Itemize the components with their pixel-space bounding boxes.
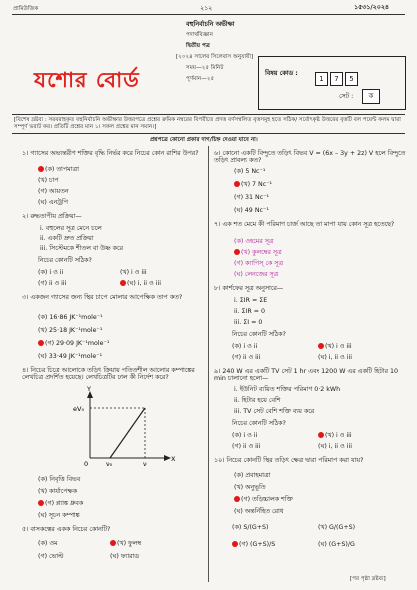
q8-item-2: ii. ΣIR = 0 (234, 308, 265, 315)
q11-option-d: (ঘ) (G+S)/G (318, 541, 355, 548)
q9-item-2: ii. হিটার হয়ে বেশি (234, 397, 281, 404)
q8-option-b: (খ) i ও iii (318, 343, 352, 350)
q2-prompt: নিচের কোনটি সঠিক? (38, 257, 92, 264)
question-7: ৭। এক শত মেমে কী পরিমাণ চার্জ আছে তা মাপা যায় কোন সূত্র হতেছে? (214, 221, 395, 228)
time-limit: সময়—২৫ মিনিট (186, 65, 224, 71)
q4-option-a: (ক) নিবৃত্তি বিভব (38, 476, 81, 483)
q2-option-c: (গ) ii ও iii (38, 280, 67, 287)
graph-frequency-label: ν (143, 460, 147, 468)
graph-y-label: Y (87, 386, 91, 393)
q1-option-a: (ক) তাপমাত্রা (38, 166, 79, 173)
q5-option-c: (গ) ভোল্ট (38, 553, 64, 560)
q2-item-1: i. বহুলের সূত্র মেনে চলে (40, 225, 102, 232)
q4-graph (60, 386, 180, 468)
q10-option-a: (ক) প্রবাহমাত্রা (234, 472, 271, 479)
instruction: [বিশেষ দ্রষ্টব্য : সরবরাহকৃত বহুনির্বাচনি অভীক্ষার উত্তরপত্রে প্রশ্নের ক্রমিক নম্বরের বিপরীতে প্রদত্ত বর্ণসম্বলিত বৃত্তসমূহ হতে সঠিক/ সর্বোৎকৃষ্ট উত্তরের বৃত্তটি বল পয়েন্ট কলম দ্বারা সম্পূর্ণ ভরাট কর। প্রতিটি প্রশ্নের মান ১। সকল প্রশ্নের মান সমান।] (14, 117, 401, 130)
question-6: ৬। কোনো একটি বিন্দুতে তড়িৎ বিভব V = (6x – 3y + 2z) V হলে বিন্দুতে তড়িৎ প্রাবল্য কত? (214, 150, 406, 164)
board-title: যশোর বোর্ড (34, 68, 140, 92)
subject-code-digit: 5 (345, 72, 358, 86)
set-label: সেট : (339, 93, 354, 100)
subject-code-digits (315, 66, 360, 86)
q5-option-a: (ক) ওম (38, 540, 58, 547)
q9-item-1: i. ইউনিট ব্যয়িত শক্তির পরিমাণ 0·2 kWh (234, 386, 341, 393)
q8-item-3: iii. ΣI = 0 (234, 319, 263, 326)
graph-x-label: X (171, 455, 176, 463)
q2-option-b: (খ) i ও iii (120, 269, 147, 276)
q5-option-b: (খ) ফুলম্ব (110, 540, 141, 547)
q7-option-a: (ক) ওহমের সূত্র (234, 238, 274, 245)
q9-item-3: iii. TV সেট বেশি শক্তি ব্যয় করে (234, 408, 315, 415)
q10-option-c: (গ) তড়িচ্চালক শক্তি (234, 496, 293, 503)
graph-y-axis-label: eV₀ (73, 405, 85, 413)
q1-option-c: (গ) আয়তন (38, 188, 69, 195)
q10-option-b: (খ) অনুভূতি (234, 484, 266, 491)
q2-option-d: (ঘ) i, ii ও iii (120, 280, 161, 287)
graph-threshold-label: ν₀ (106, 460, 113, 468)
subject-name: পদার্থবিজ্ঞান (186, 32, 214, 38)
q8-item-1: i. ΣIR = ΣE (234, 297, 268, 304)
subject-code-label: বিষয় কোড : (265, 70, 298, 77)
q11-option-a: (ক) S/(G+S) (232, 524, 269, 531)
q4-option-b: (খ) কার্যাপেক্ষক (38, 488, 78, 495)
q9-option-b: (খ) i ও iii (318, 432, 352, 439)
full-marks: পূর্ণমান—২৫ (186, 76, 215, 82)
question-8: ৮। কার্শফের সূত্র অনুসারে— (214, 285, 284, 292)
q1-option-b: (খ) চাপ (38, 177, 59, 184)
set-value: ক (362, 89, 380, 104)
no-mark-note: প্রশ্নপত্রে কোনো প্রকার দাগ/চিহ্ন দেওয়া যাবে না। (150, 137, 258, 143)
header-left-label: প্রামিউজিক (13, 6, 39, 12)
exam-type: বহুনির্বাচনি অভীক্ষা (186, 21, 235, 28)
paper-name: দ্বিতীয় পত্র (186, 43, 210, 49)
question-2: ২। রুদ্ধতাপীয় প্রক্রিয়া— (22, 213, 82, 220)
next-page-note: [পর পৃষ্ঠা দ্রষ্টব্য] (350, 576, 386, 582)
graph-origin: 0 (84, 460, 89, 468)
q9-option-a: (ক) i ও ii (232, 432, 258, 439)
q7-option-b: (খ) কুলম্বের সূত্র (234, 249, 282, 256)
question-3: ৩। একজন গ্যাসের জন্য স্থির চাপে মোলার আপেক্ষিক তাপ কত? (22, 294, 183, 301)
q10-option-d: (ঘ) অন্তর্নিহিত রোধ (234, 508, 284, 515)
q7-option-c: (গ) ক্যাপিস্ কে সূত্র (234, 260, 284, 267)
q1-option-d: (ঘ) এনট্রপি (38, 199, 68, 206)
q7-option-d: (ঘ) লেনজের সূত্র (234, 271, 279, 278)
question-5: ৫। বাসকত্বের একক নিচের কোনটি? (22, 526, 111, 533)
q8-prompt: নিচের কোনটি সঠিক? (232, 331, 286, 338)
subject-code-digit: 1 (315, 72, 328, 86)
q5-option-d: (ঘ) ফ্যারাড (110, 553, 139, 560)
q11-option-b: (খ) G/(G+S) (318, 524, 356, 531)
q2-option-a: (ক) i ও ii (38, 269, 64, 276)
q3-option-d: (ঘ) 33·49 JK⁻¹mole⁻¹ (38, 353, 103, 360)
q8-option-a: (ক) i ও ii (232, 343, 258, 350)
q6-option-c: (গ) 31 Nc⁻¹ (234, 194, 270, 201)
q11-option-c: (গ) (G+S)/S (232, 541, 275, 548)
q2-item-3: iii. সিস্টেমকে শীতল বা উষ্ণ করে (40, 245, 123, 252)
q8-option-d: (ঘ) i, ii ও iii (318, 354, 352, 361)
q6-option-d: (ঘ) 49 Nc⁻¹ (234, 207, 269, 214)
question-9: ৯। 240 W এর একটি TV সেট 1 hr এবং 1200 W এর একটি হিটার 10 min চালানো হলো— (214, 368, 398, 382)
q6-option-b: (খ) 7 Nc⁻¹ (234, 181, 272, 188)
syllabus-note: [২০২৪ সালের সিলেবাস অনুযায়ী] (176, 54, 254, 60)
q9-option-c: (গ) ii ও iii (232, 443, 261, 450)
q3-option-c: (গ) 29·09 JK⁻¹mole⁻¹ (38, 340, 109, 347)
q4-option-d: (ঘ) সূচন কম্পাঙ্ক (38, 512, 80, 519)
question-1: ১। গ্যাসের অভ্যন্তরীণ শক্তির বৃদ্ধি নির্ভর করে নিচের কোন রাশির উপর? (22, 150, 199, 157)
page-number: ২১২ (200, 5, 213, 12)
q6-option-a: (ক) 5 Nc⁻¹ (234, 168, 266, 175)
q3-option-b: (খ) 25·18 JK⁻¹mole⁻¹ (38, 327, 103, 334)
subject-code-digit: 7 (330, 72, 343, 86)
question-code: ১৫৩১/২০২৪ (354, 4, 390, 11)
q8-option-c: (গ) ii ও iii (232, 354, 261, 361)
q3-option-a: (ক) 16·86 JK⁻¹mole⁻¹ (38, 314, 103, 321)
question-10: ১০। নিচের কোনটি স্থির তড়িৎ ক্ষেত্র দ্বারা পরিমাপ করা যায়? (214, 457, 364, 464)
question-4: ৪। নিচের চিত্রে আলোকে তড়িৎ ক্রিয়ায় পতিতশীল আলোর কম্পাঙ্কের লেখচিত্র প্রদর্শিত হয়েছে। লেখচিত্রটির ঢাল কী নির্দেশ করে? (22, 367, 195, 381)
code-box (258, 56, 406, 110)
q2-item-2: ii. একটি দ্রুত প্রক্রিয়া (40, 235, 94, 242)
column-divider (208, 146, 209, 582)
q9-prompt: নিচের কোনটি সঠিক? (232, 420, 286, 427)
q4-option-c: (গ) প্ল্যাঙ্ক ধ্রুবক (38, 500, 83, 507)
q9-option-d: (ঘ) i, ii ও iii (318, 443, 352, 450)
